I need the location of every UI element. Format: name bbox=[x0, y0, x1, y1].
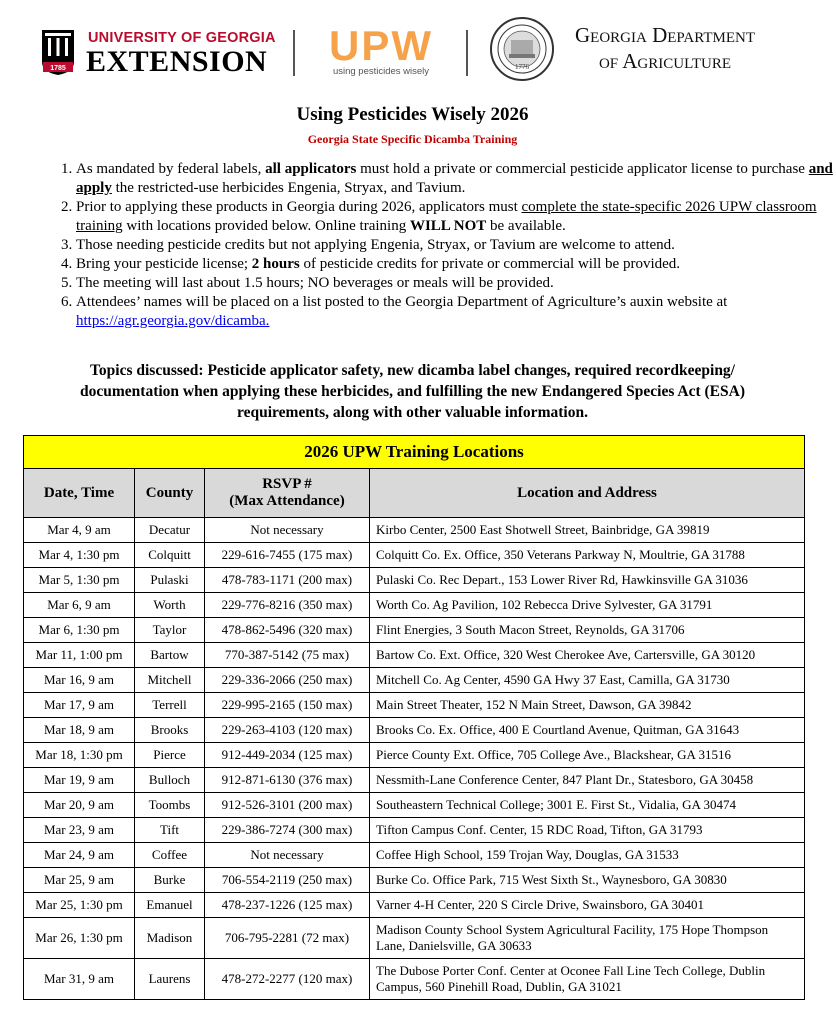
gda-logo-text bbox=[565, 22, 765, 74]
cell-location: Mitchell Co. Ag Center, 4590 GA Hwy 37 East, Camilla, GA 31730 bbox=[370, 668, 805, 693]
cell-rsvp: 229-386-7274 (300 max) bbox=[205, 818, 370, 843]
cell-rsvp: 912-526-3101 (200 max) bbox=[205, 793, 370, 818]
uga-extension-word: EXTENSION bbox=[86, 45, 268, 78]
table-row bbox=[24, 959, 805, 1000]
uga-arch-shield-icon bbox=[40, 28, 76, 76]
cell-county: Pulaski bbox=[135, 568, 205, 593]
table-row bbox=[24, 868, 805, 893]
cell-location: The Dubose Porter Conf. Center at Oconee Fall Line Tech College, Dublin Campus, 560 Pinehill Road, Dublin, GA 31021 bbox=[370, 959, 805, 1000]
requirement-item: 6. Attendees’ names will be placed on a list posted to the Georgia Department of Agriculture’s auxin website at https://agr.georgia.gov/dicamba. bbox=[76, 293, 836, 331]
cell-county: Madison bbox=[135, 918, 205, 959]
requirement-item: 2. Prior to applying these products in Georgia during 2026, applicators must complete the state-specific 2026 UPW classroom training with locations provided below. Online training WILL NOT be available. bbox=[76, 198, 836, 236]
uga-extension-logo bbox=[40, 26, 275, 82]
logo-divider bbox=[293, 30, 295, 76]
cell-county: Toombs bbox=[135, 793, 205, 818]
cell-county: Laurens bbox=[135, 959, 205, 1000]
cell-location: Brooks Co. Ex. Office, 400 E Courtland Avenue, Quitman, GA 31643 bbox=[370, 718, 805, 743]
table-row bbox=[24, 743, 805, 768]
cell-rsvp: 229-995-2165 (150 max) bbox=[205, 693, 370, 718]
cell-rsvp: 229-776-8216 (350 max) bbox=[205, 593, 370, 618]
cell-rsvp: 229-336-2066 (250 max) bbox=[205, 668, 370, 693]
cell-county: Pierce bbox=[135, 743, 205, 768]
table-row bbox=[24, 718, 805, 743]
cell-location: Burke Co. Office Park, 715 West Sixth St., Waynesboro, GA 30830 bbox=[370, 868, 805, 893]
requirement-item: 1. As mandated by federal labels, all applicators must hold a private or commercial pesticide applicator license to purchase and apply the restricted-use herbicides Engenia, Stryax, and Tavium. bbox=[76, 160, 836, 198]
cell-date: Mar 31, 9 am bbox=[24, 959, 135, 1000]
cell-date: Mar 11, 1:00 pm bbox=[24, 643, 135, 668]
cell-county: Colquitt bbox=[135, 543, 205, 568]
cell-date: Mar 24, 9 am bbox=[24, 843, 135, 868]
cell-county: Tift bbox=[135, 818, 205, 843]
table-header-row bbox=[24, 469, 805, 518]
cell-date: Mar 23, 9 am bbox=[24, 818, 135, 843]
table-row bbox=[24, 543, 805, 568]
cell-rsvp: 912-871-6130 (376 max) bbox=[205, 768, 370, 793]
cell-date: Mar 20, 9 am bbox=[24, 793, 135, 818]
cell-location: Flint Energies, 3 South Macon Street, Reynolds, GA 31706 bbox=[370, 618, 805, 643]
cell-date: Mar 26, 1:30 pm bbox=[24, 918, 135, 959]
seal-year: 1776 bbox=[515, 63, 529, 71]
table-caption: 2026 UPW Training Locations bbox=[24, 436, 805, 469]
cell-date: Mar 25, 1:30 pm bbox=[24, 893, 135, 918]
cell-county: Bartow bbox=[135, 643, 205, 668]
cell-location: Main Street Theater, 152 N Main Street, Dawson, GA 39842 bbox=[370, 693, 805, 718]
upw-logo-text: UPW bbox=[329, 22, 433, 69]
table-row bbox=[24, 793, 805, 818]
cell-location: Pulaski Co. Rec Depart., 153 Lower River Rd, Hawkinsville GA 31036 bbox=[370, 568, 805, 593]
cell-county: Mitchell bbox=[135, 668, 205, 693]
requirement-item: 5. The meeting will last about 1.5 hours; NO beverages or meals will be provided. bbox=[76, 274, 836, 293]
cell-location: Worth Co. Ag Pavilion, 102 Rebecca Drive Sylvester, GA 31791 bbox=[370, 593, 805, 618]
cell-county: Terrell bbox=[135, 693, 205, 718]
table-row bbox=[24, 518, 805, 543]
header-location: Location and Address bbox=[370, 469, 805, 518]
header-logos bbox=[0, 0, 825, 90]
cell-date: Mar 6, 1:30 pm bbox=[24, 618, 135, 643]
header-date: Date, Time bbox=[24, 469, 135, 518]
cell-rsvp: Not necessary bbox=[205, 843, 370, 868]
cell-location: Colquitt Co. Ex. Office, 350 Veterans Parkway N, Moultrie, GA 31788 bbox=[370, 543, 805, 568]
topics-discussed: Topics discussed: Pesticide applicator safety, new dicamba label changes, required recordkeeping/ documentation when applying these herbicides, and fulfilling the new Endangered Species Act (ESA) requirements, along with other valuable information. bbox=[80, 362, 745, 421]
cell-rsvp: 478-862-5496 (320 max) bbox=[205, 618, 370, 643]
cell-location: Tifton Campus Conf. Center, 15 RDC Road, Tifton, GA 31793 bbox=[370, 818, 805, 843]
table-row bbox=[24, 568, 805, 593]
requirement-item: 4. Bring your pesticide license; 2 hours of pesticide credits for private or commercial will be provided. bbox=[76, 255, 836, 274]
header-county: County bbox=[135, 469, 205, 518]
page-subtitle: Georgia State Specific Dicamba Training bbox=[307, 132, 518, 146]
cell-date: Mar 16, 9 am bbox=[24, 668, 135, 693]
table-row bbox=[24, 818, 805, 843]
cell-rsvp: 770-387-5142 (75 max) bbox=[205, 643, 370, 668]
table-row bbox=[24, 668, 805, 693]
table-row bbox=[24, 593, 805, 618]
cell-rsvp: 478-783-1171 (200 max) bbox=[205, 568, 370, 593]
cell-county: Decatur bbox=[135, 518, 205, 543]
cell-date: Mar 4, 1:30 pm bbox=[24, 543, 135, 568]
cell-county: Worth bbox=[135, 593, 205, 618]
cell-rsvp: 706-795-2281 (72 max) bbox=[205, 918, 370, 959]
georgia-seal-icon bbox=[489, 16, 555, 82]
cell-rsvp: Not necessary bbox=[205, 518, 370, 543]
cell-county: Bulloch bbox=[135, 768, 205, 793]
table-row bbox=[24, 693, 805, 718]
cell-county: Emanuel bbox=[135, 893, 205, 918]
cell-county: Brooks bbox=[135, 718, 205, 743]
requirements-list bbox=[42, 160, 836, 331]
page-title: Using Pesticides Wisely 2026 bbox=[296, 104, 529, 125]
logo-divider bbox=[466, 30, 468, 76]
cell-county: Burke bbox=[135, 868, 205, 893]
cell-date: Mar 5, 1:30 pm bbox=[24, 568, 135, 593]
cell-rsvp: 706-554-2119 (250 max) bbox=[205, 868, 370, 893]
table-row bbox=[24, 918, 805, 959]
table-row bbox=[24, 893, 805, 918]
cell-date: Mar 25, 9 am bbox=[24, 868, 135, 893]
cell-location: Coffee High School, 159 Trojan Way, Douglas, GA 31533 bbox=[370, 843, 805, 868]
cell-date: Mar 18, 9 am bbox=[24, 718, 135, 743]
cell-location: Southeastern Technical College; 3001 E. First St., Vidalia, GA 30474 bbox=[370, 793, 805, 818]
cell-location: Varner 4-H Center, 220 S Circle Drive, Swainsboro, GA 30401 bbox=[370, 893, 805, 918]
cell-rsvp: 229-263-4103 (120 max) bbox=[205, 718, 370, 743]
cell-rsvp: 229-616-7455 (175 max) bbox=[205, 543, 370, 568]
uga-year: 1785 bbox=[50, 65, 66, 72]
cell-date: Mar 19, 9 am bbox=[24, 768, 135, 793]
cell-county: Coffee bbox=[135, 843, 205, 868]
table-row bbox=[24, 643, 805, 668]
table-row bbox=[24, 843, 805, 868]
upw-logo bbox=[316, 24, 446, 84]
table-row bbox=[24, 618, 805, 643]
cell-location: Nessmith-Lane Conference Center, 847 Plant Dr., Statesboro, GA 30458 bbox=[370, 768, 805, 793]
cell-date: Mar 17, 9 am bbox=[24, 693, 135, 718]
table-row bbox=[24, 768, 805, 793]
requirement-item: 3. Those needing pesticide credits but not applying Engenia, Stryax, or Tavium are welcome to attend. bbox=[76, 236, 836, 255]
cell-date: Mar 6, 9 am bbox=[24, 593, 135, 618]
cell-rsvp: 912-449-2034 (125 max) bbox=[205, 743, 370, 768]
cell-rsvp: 478-237-1226 (125 max) bbox=[205, 893, 370, 918]
gda-line1: Georgia Department bbox=[575, 23, 755, 47]
cell-location: Madison County School System Agricultural Facility, 175 Hope Thompson Lane, Danielsville, GA 30633 bbox=[370, 918, 805, 959]
dicamba-website-link[interactable]: https://agr.georgia.gov/dicamba. bbox=[76, 313, 270, 329]
cell-location: Bartow Co. Ext. Office, 320 West Cherokee Ave, Cartersville, GA 30120 bbox=[370, 643, 805, 668]
cell-location: Pierce County Ext. Office, 705 College Ave., Blackshear, GA 31516 bbox=[370, 743, 805, 768]
upw-tagline: using pesticides wisely bbox=[332, 66, 430, 77]
cell-date: Mar 4, 9 am bbox=[24, 518, 135, 543]
gda-line2: of Agriculture bbox=[598, 49, 732, 73]
cell-location: Kirbo Center, 2500 East Shotwell Street, Bainbridge, GA 39819 bbox=[370, 518, 805, 543]
cell-rsvp: 478-272-2277 (120 max) bbox=[205, 959, 370, 1000]
uga-name: UNIVERSITY OF GEORGIA bbox=[88, 30, 276, 46]
training-locations-table bbox=[23, 435, 805, 1000]
cell-date: Mar 18, 1:30 pm bbox=[24, 743, 135, 768]
cell-county: Taylor bbox=[135, 618, 205, 643]
header-rsvp: RSVP # (Max Attendance) bbox=[205, 469, 370, 518]
